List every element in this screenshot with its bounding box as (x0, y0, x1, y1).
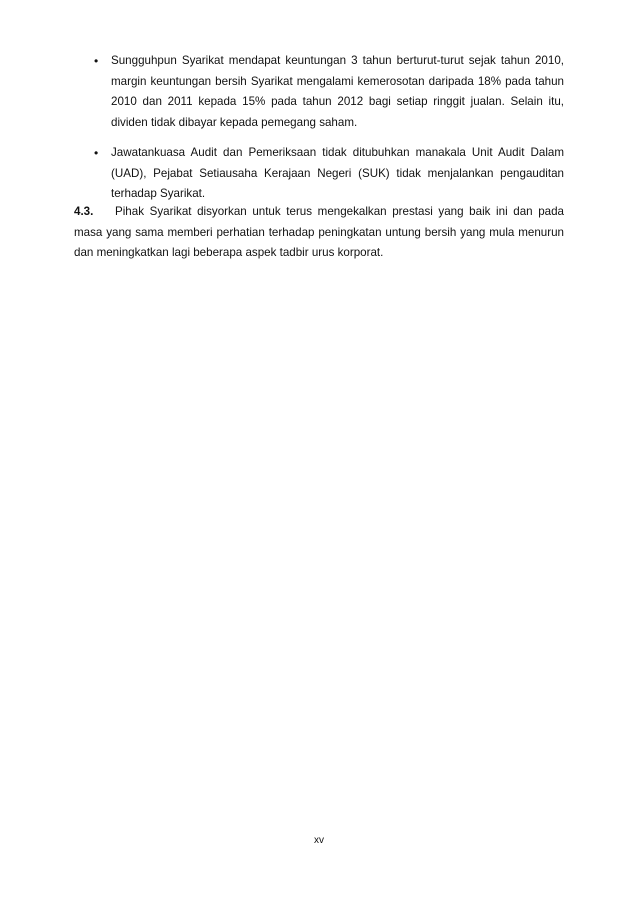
bullet-text: Jawatankuasa Audit dan Pemeriksaan tidak ditubuhkan manakala Unit Audit Dalam (UAD), Pejabat Setiausaha Kerajaan Negeri (SUK) tidak menjalankan pengauditan terhadap Syarikat. (111, 146, 564, 200)
bullet-list (74, 51, 564, 215)
bullet-item-audit-committee (74, 143, 564, 205)
recommendation-paragraph (74, 202, 564, 264)
bullet-icon: • (94, 146, 99, 160)
bullet-icon: • (94, 54, 99, 68)
paragraph-text: Pihak Syarikat disyorkan untuk terus mengekalkan prestasi yang baik ini dan pada masa yang sama memberi perhatian terhadap peningkatan untung bersih yang mula menurun dan meningkatkan lagi beberapa aspek tadbir urus korporat. (74, 205, 564, 259)
page-number: xv (314, 835, 324, 846)
bullet-text: Sungguhpun Syarikat mendapat keuntungan 3 tahun berturut-turut sejak tahun 2010, margin keuntungan bersih Syarikat mengalami kemerosotan daripada 18% pada tahun 2010 dan 2011 kepada 15% pada tahun 2012 bagi setiap ringgit jualan. Selain itu, dividen tidak dibayar kepada pemegang saham. (111, 54, 564, 129)
paragraph-number: 4.3. (74, 205, 94, 218)
bullet-item-profit-margin (74, 51, 564, 133)
